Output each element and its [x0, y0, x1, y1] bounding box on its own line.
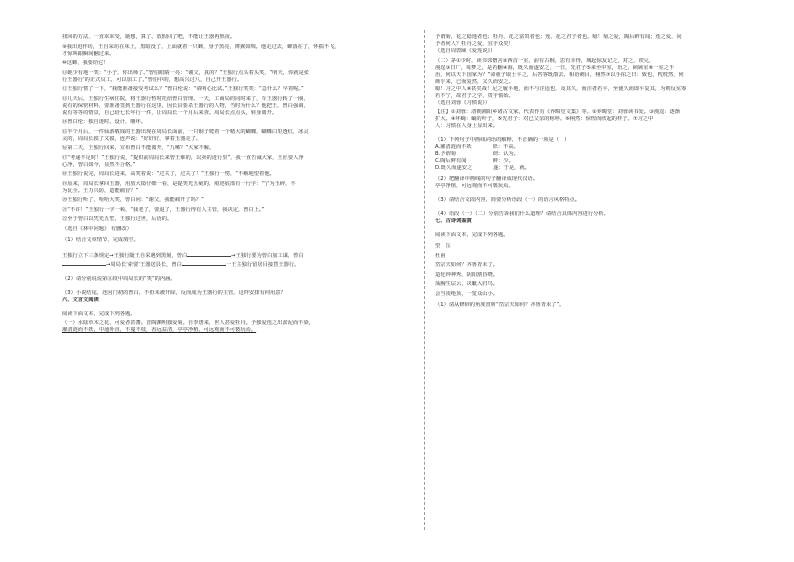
passage-2-line: 噫！习之中人⑧甚矣哉！足之履平地，而不与洼适也，及其久，而洼者若平，至使久而即平复其，为则反室筹: [435, 85, 687, 92]
story-line: ⑮半个月后，一件仙游敬钱的王器出现在周局长面前，一只铜子爬着一个精大的蝴蝶，蝴蝶白里透红，冰灵: [62, 128, 309, 135]
section-7-heading: 七、古诗词鉴赏: [435, 218, 472, 224]
story-line: ⑫王独行愣了一下，“我能准备接受考试么？”曾白伦说：“请明心比试。”王独行笑笑：“急什么？早着呢。”: [62, 86, 304, 92]
source-1: （选自周敦颐《爱莲说》）: [435, 48, 496, 54]
story-line: ⑳王独行听了，哈哈大笑，曾白问：“谢父，我能痛开了吗？”: [62, 197, 204, 203]
question-r1: （1）下列句子中画线词语的解释，不正确的一项是（ ）: [435, 137, 570, 143]
blank-3[interactable]: [182, 260, 226, 266]
story-paragraphs: [62, 34, 414, 233]
passage-1-line-1: （一）水陆草木之花，可爱者甚蕃。晋陶渊明独爱菊。自李唐来，世人甚爱牡丹。予独爱莲之出淤泥而不染，: [62, 320, 314, 326]
story-line: ㉑“不许！”王独行一字一顿，“我老了，要退了，王器行得有人主管，我决定，曾白上。”: [62, 206, 265, 213]
column-divider: [424, 30, 425, 530]
option-d[interactable]: D.既久而遂安之 遂：于是，就。: [435, 165, 530, 171]
fill-line-2: →周局长‘索要’王器送县长，曾白 一王主独行留居目接替王器行。: [62, 260, 414, 269]
notes: [435, 109, 765, 130]
note-line: 【注】①刘蓉：清朝湘阳乡诸古文家，代表作有《养晦堂文集》等。②养晦堂：刘蓉读书处。③漫逞：逐渐: [435, 109, 680, 115]
option-a[interactable]: A.濯清涟而不妖 妖：不高。: [435, 144, 519, 150]
story-line: 才惊叫跟瞬间翻过来。: [62, 50, 115, 57]
story-line: ⑩这蝉，我要给它！: [62, 60, 109, 66]
blank-2[interactable]: [62, 260, 106, 266]
story-line: ⑲原来，周局长拿回玉器，用放大镜仔细一看，是提笑光五疵的，痕迹底部有一行字：“宁为玉碎，不: [62, 180, 296, 187]
source-2: （选自刘蓉《习惯说》）: [435, 99, 491, 106]
poem-line: 荡胸生层云，决眦入归鸟。: [435, 281, 498, 287]
poem-body: [435, 262, 765, 298]
poem-line: 造化钟神秀，阴阳割昏晓。: [435, 271, 498, 278]
question-r4: （4）语段（一）（二）分别告诉我们什么道理？请结合具体内容进行分析。: [435, 211, 609, 217]
story-line: 灵的，周局长摸了又摸，连声说：“好好好，拿着玉器走了。: [62, 135, 202, 142]
passage-2-line: 漫逞③日广，每梦之，是若翻④海，既久而遂安之，一日，先君子⑤来至中室，语之，顾顾室⑥一室之不: [435, 64, 675, 71]
story-line: ⑪她少有地一笑：“小子，你出师了。”曾伯眼睛一亮：“谢父，真的？”王独行点头着头笑，“明天，你就是张: [62, 69, 309, 76]
question-r3: （3）请结合文段内容，简要分析语段（一）的语言风格特点。: [435, 197, 580, 203]
section-6-heading: 六、文言文阅读: [62, 296, 99, 303]
story-line: 说有等等的情景，自己给七长年行一件，让周局长一个月后来查。周局长点点头，转身离开。: [62, 109, 278, 116]
question-3: （3）小说结尾，还因门初的曾白，不但未被开除，反而成为王器行的主管，这样安排有何用意？: [62, 289, 286, 296]
story-line: ⑨我出进作坊，王自采坊在床上，黑暗没了，上面就着一只蝉，身子黑亮，薄翼如绸。他走过去，蝉落在了，怀揣不飞，: [62, 43, 340, 50]
story-line: 为瓦全。王力兴防，造能痛冒？”: [62, 187, 139, 194]
passage-2-line: 若不宁，故君子之学，贵乎慎始。: [435, 92, 514, 99]
story-line: ⑯第二天，王独行回来，宣布曾白不能离开，“九嗦？”大家不解。: [62, 145, 215, 151]
poem-line: 岱宗夫如何？齐鲁青未了。: [435, 262, 498, 268]
story-line: （选自《林中问题》 有删改）: [62, 225, 132, 232]
note-line: 扩大。④坏蝇：蛹的叶子，⑤先君子：对已父亲的称呼。⑥栩然：惊惶而欣起的样子。⑦习之中: [435, 116, 654, 122]
translate-sentence: 亭亭净植，可远观而不可亵玩焉。: [435, 183, 514, 189]
story-line: ⑭曾白伦：独自迷时，设计，雕坏。: [62, 119, 146, 125]
story-line: ⑬几天后，王独行生病住院，将王器行暂时托给曾白管理。一天，工商局的同时来了，车王器行转了一圈，: [62, 95, 309, 102]
story-line: 行王器行’的正式员工，可以加工了。”曾伯中的，想高兴过八，自己开王器行。: [62, 76, 243, 83]
question-r2: （2）把翻译中画线的句子翻译成现代汉语。: [435, 176, 539, 182]
story-line: 说有的保密材料，要准备签到王器行在这里，因长县要杀王器行的人物，当时为什么？他把王，曾白强调，: [62, 102, 309, 109]
story-line: ⑰“考递不足时！”王独行说，“提供前周局长来曾王难的，以卖的进行里”，我一直告诫大家，王匠要人净: [62, 154, 304, 161]
story-line: 找回的方法，一直乖乖受，她想，算了，放假回了吧，不能让王器再熬夜。: [62, 34, 236, 40]
blank-1[interactable]: [187, 251, 231, 257]
option-c[interactable]: C.陶后鲜有闻 鲜：少。: [435, 158, 514, 164]
question-1: （1）结合文章情节，完成填空。: [62, 236, 139, 243]
passage-2-line: 颜乎来，已而复然，又久而安之。: [435, 78, 514, 85]
option-b[interactable]: B.予谓菊 谓：认为。: [435, 151, 519, 157]
passage-line: 予谓菊，花之隐逸者也；牡丹，花之富贵者也；莲，花之君子者也。噫！菊之爱，陶后鲜有闻；莲之爱，同: [435, 34, 682, 40]
fill-line-1: 王独行立下三条规定→王独行随王自采遇到黑刻，曾白 →王独行要为曾白加工谋，曾白: [62, 252, 304, 259]
question-2: （2）请分别说说第⑪段中周局长的“笑”的内涵。: [62, 275, 176, 282]
left-column: [62, 34, 414, 334]
poem-line: 会当凌绝顶，一览众山小。: [435, 290, 498, 297]
passage-2-line: 治，何以天下国家为？”命童子取士平之，后答客既散去，相语刺目，栩然⑦以手拍之曰：致也，枕枕然，何: [435, 71, 684, 78]
read-instruction-2: 阅读下面文本，完成下列各题。: [435, 232, 509, 238]
story-line: 心净，曾白如今，显然不合格。”: [62, 161, 136, 168]
read-instruction: 阅读下面文本，完成下列各题。: [62, 310, 136, 317]
story-line: ㉒至于曾白以凭光五笙，王独行过世，后语的。: [62, 216, 173, 222]
question-r5: （1）请从修辞的角度赏析“岱宗夫如何？齐鲁青未了”。: [435, 301, 565, 308]
passage-1-continued: [435, 34, 765, 48]
passage-2: [435, 58, 765, 100]
passage-line: 予者何人？牡丹之爱，宜乎众矣！: [435, 41, 514, 47]
passage-1-line-2: 濯清涟而不妖，中通外直，不蔓不枝，香远益清，亭亭净植，可远观而不可亵玩焉。: [62, 327, 257, 333]
story-line: ⑱王独行说完，周局长进来，高笑着说：“过关了，过关了！”王独行一愣，“不解地望着他。: [62, 171, 275, 177]
poem-author: 杜甫: [435, 252, 446, 259]
note-line: 人：习惯在人身上显出来。: [435, 123, 498, 129]
right-column: [435, 34, 765, 309]
passage-2-line: （二）茅①少时，读书邻僧舍②西首一室，前有古桐，思有幸得，城起惊友记之，对之，诶兄，: [435, 57, 655, 64]
poem-title: 望 岳: [435, 243, 451, 249]
